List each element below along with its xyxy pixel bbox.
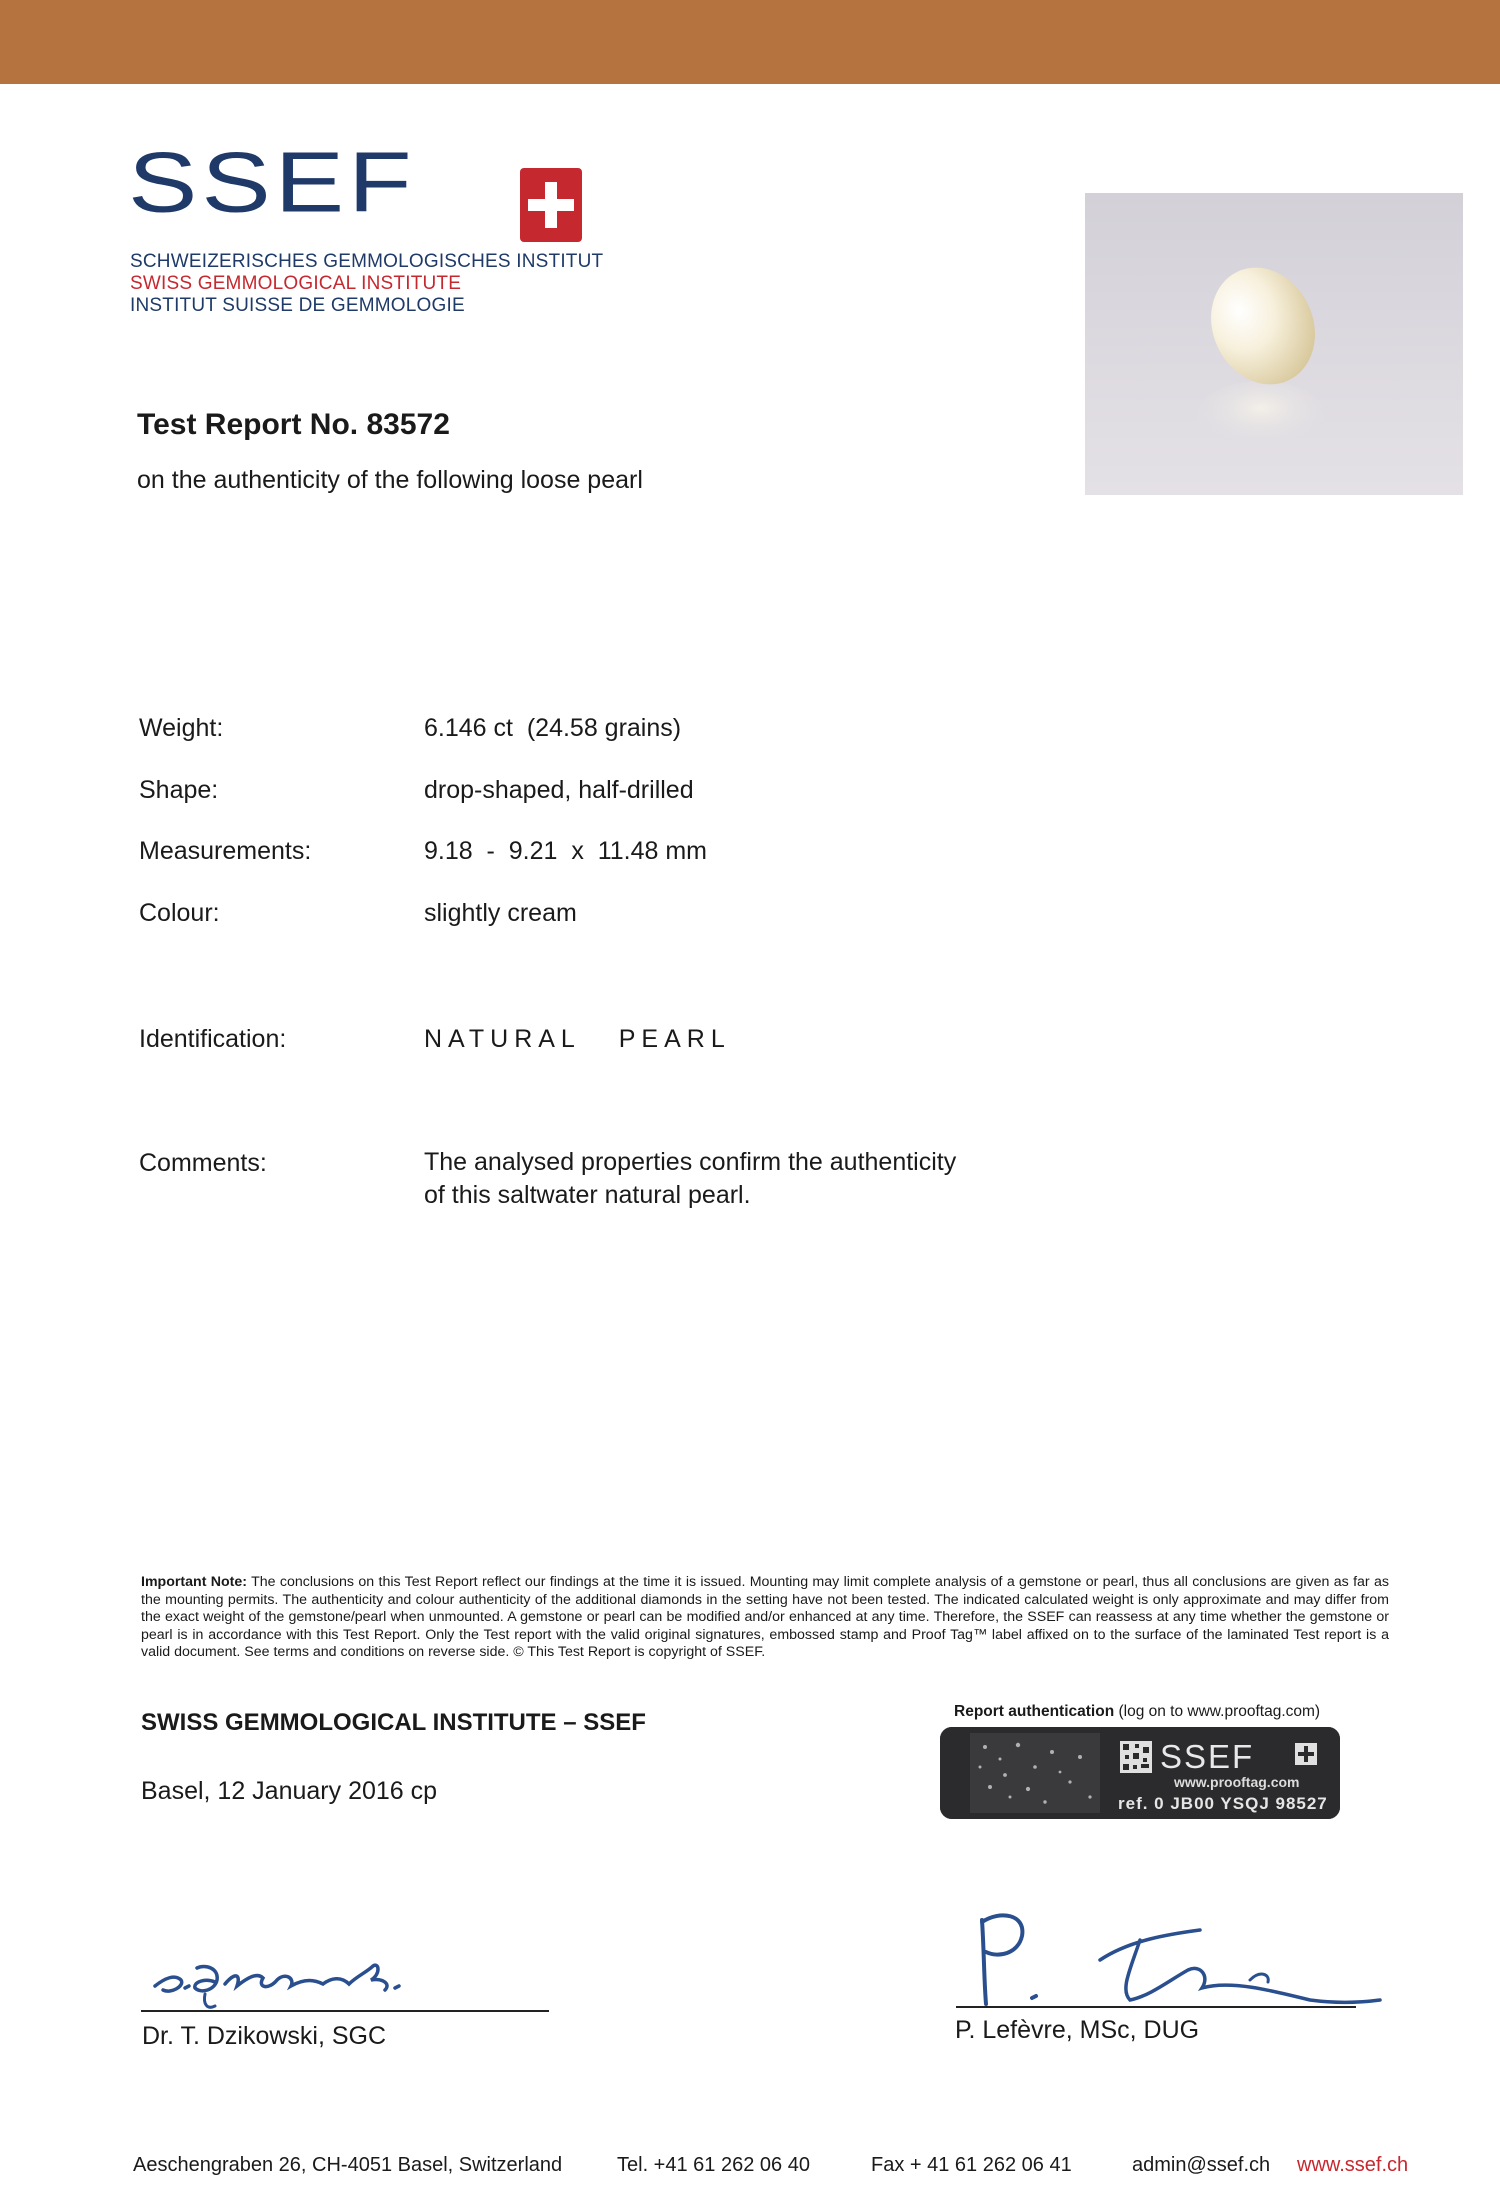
pearl-image-icon xyxy=(1085,193,1463,495)
report-subtitle: on the authenticity of the following loose pearl xyxy=(137,466,643,494)
footer-website[interactable]: www.ssef.ch xyxy=(1297,2154,1409,2176)
shape-label: Shape: xyxy=(139,776,219,804)
signer-right-name: P. Lefèvre, MSc, DUG xyxy=(955,2016,1200,2044)
colour-value: slightly cream xyxy=(424,899,577,927)
ssef-logo-text: SSEF xyxy=(128,135,416,231)
report-authentication-heading: Report authentication xyxy=(954,1703,1115,1720)
institute-name-de: SCHWEIZERISCHES GEMMOLOGISCHES INSTITUT xyxy=(130,251,604,272)
top-color-band xyxy=(0,0,1500,84)
signature-line-left xyxy=(141,2010,549,2012)
signature-lefevre-icon xyxy=(970,1900,1390,2020)
footer-email[interactable]: admin@ssef.ch xyxy=(1132,2154,1271,2176)
important-note xyxy=(141,1574,1389,1662)
footer-tel: Tel. +41 61 262 06 40 xyxy=(617,2154,810,2176)
identification-label: Identification: xyxy=(139,1025,287,1053)
comments-value xyxy=(424,1146,956,1212)
signer-left-name: Dr. T. Dzikowski, SGC xyxy=(142,2022,387,2050)
weight-label: Weight: xyxy=(139,714,224,742)
comments-label: Comments: xyxy=(139,1149,267,1177)
shape-value: drop-shaped, half-drilled xyxy=(424,776,694,804)
issue-place-date: Basel, 12 January 2016 cp xyxy=(141,1777,438,1805)
weight-value: 6.146 ct (24.58 grains) xyxy=(424,714,682,742)
issuer-name: SWISS GEMMOLOGICAL INSTITUTE – SSEF xyxy=(141,1709,646,1736)
identification-value: NATURAL PEARL xyxy=(424,1025,731,1053)
colour-label: Colour: xyxy=(139,899,220,927)
prooftag-reference: ref. 0 JB00 YSQJ 98527 xyxy=(1118,1794,1328,1813)
institute-name-fr: INSTITUT SUISSE DE GEMMOLOGIE xyxy=(130,295,465,316)
signature-dzikowski-icon xyxy=(145,1928,505,2018)
footer-address: Aeschengraben 26, CH-4051 Basel, Switzerland xyxy=(133,2154,563,2176)
institute-name-en: SWISS GEMMOLOGICAL INSTITUTE xyxy=(130,273,462,294)
comments-line-1: The analysed properties confirm the authenticity xyxy=(424,1148,957,1176)
signature-line-right xyxy=(956,2006,1356,2008)
important-note-heading: Important Note: xyxy=(141,1574,248,1590)
prooftag-ssef-logo: SSEF xyxy=(1160,1738,1255,1775)
footer-fax: Fax + 41 61 262 06 41 xyxy=(871,2154,1072,2176)
measurements-label: Measurements: xyxy=(139,837,312,865)
comments-line-2: of this saltwater natural pearl. xyxy=(424,1181,751,1209)
swiss-cross-icon xyxy=(520,168,582,242)
pearl-photo xyxy=(1085,193,1463,495)
report-authentication-hint: (log on to www.prooftag.com) xyxy=(1114,1703,1321,1720)
report-title: Test Report No. 83572 xyxy=(137,408,450,441)
important-note-text: The conclusions on this Test Report reflect our findings at the time it is issued. Mounting may limit complete analysis of a gemstone or pearl, thus all conclusions are given as far as the mounting permits. The authenticity and colour authenticity of the additional diamonds in the setting have not been tested. The indicated calculated weight is only approximate and may differ from the exact weight of the gemstone/pearl when unmounted. A gemstone or pearl can be modified and/or enhanced at any time. Therefore, the SSEF can reassess at any time whether the gemstone or pearl is in accordance with this Test Report. Only the Test report with the valid original signatures, embossed stamp and Proof Tag™ label affixed on to the surface of the laminated Test report is a valid document. See terms and conditions on reverse side. © This Test Report is copyright of SSEF. xyxy=(141,1574,1389,1660)
prooftag-url: www.prooftag.com xyxy=(1174,1774,1300,1790)
measurements-value: 9.18 - 9.21 x 11.48 mm xyxy=(424,837,708,865)
report-authentication-label xyxy=(954,1703,1320,1721)
